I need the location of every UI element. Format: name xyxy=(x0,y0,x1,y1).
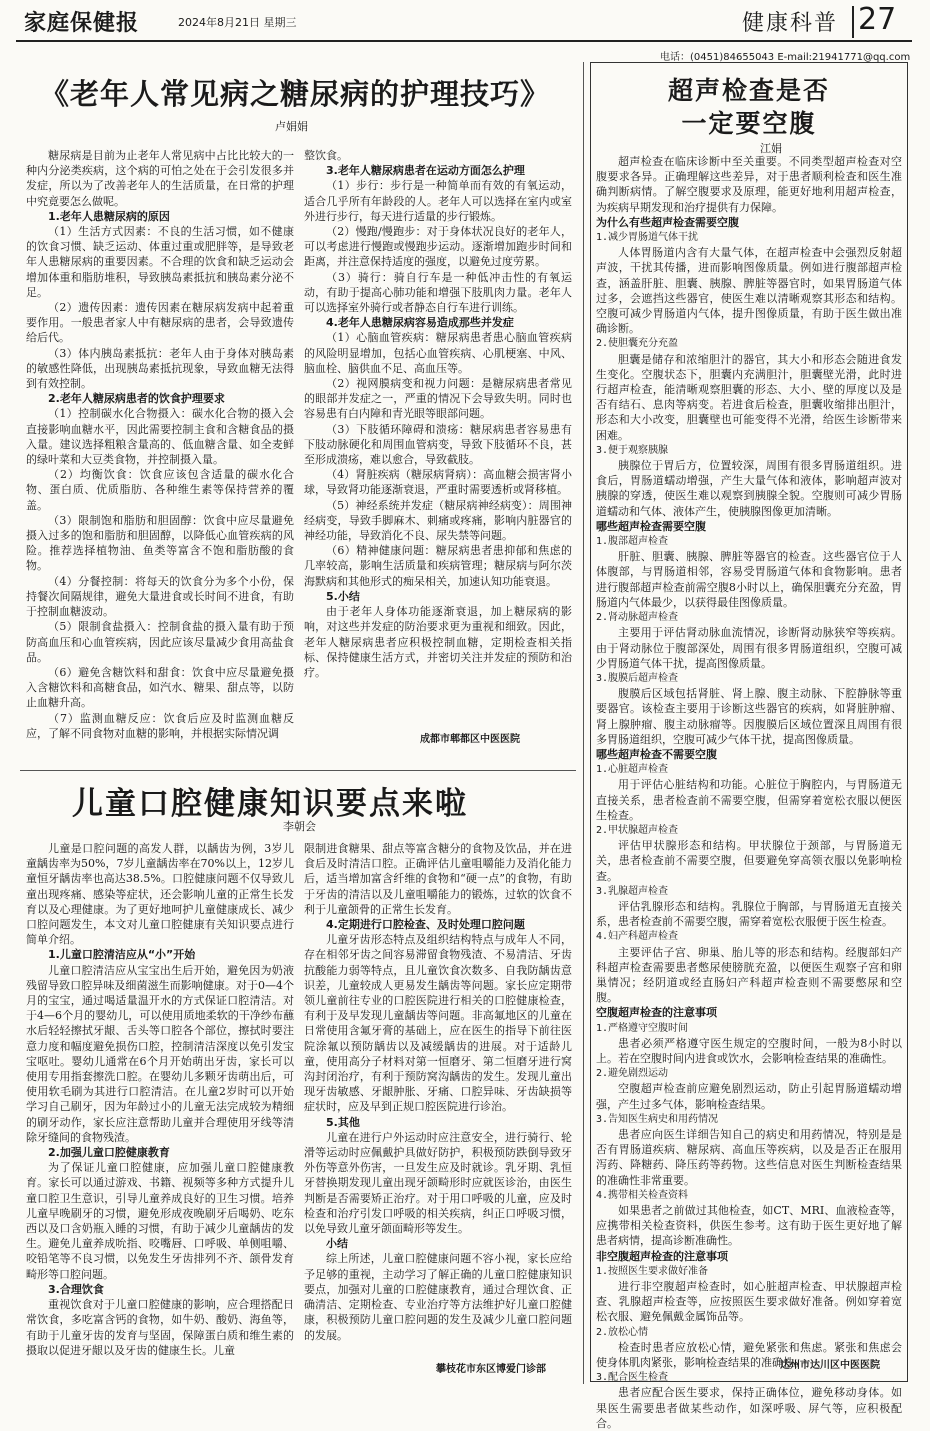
paragraph: 儿童口腔清洁应从宝宝出生后开始，避免因为奶液残留导致口腔异味及细菌滋生而影响健康。对于0—4个月的宝宝，通过喝适量温开水的方式保证口腔清洁。对于4—6个月的婴幼儿，可以使用质地柔软的干净纱布蘸水后轻轻擦拭牙龈、舌头等口腔各个部位，擦拭时要注意力度和幅度避免损伤口腔，控制清洁深度以免引发宝宝呕吐。婴幼儿通常在6个月开始萌出牙齿，家长可以使用专用指套擦洗口腔。在婴幼儿多颗牙齿萌出后，可使用软毛刷为其进行口腔清洁。在儿童2岁时可以开始学习自己刷牙，因为年龄过小的儿童无法完成较为精细的刷牙动作，家长应注意帮助儿童并合理使用牙线等清除牙缝间的食物残渣。 xyxy=(26,963,294,1144)
subheading: 3.腹膜后超声检查 xyxy=(596,672,679,684)
paragraph: （1）步行：步行是一种简单而有效的有氧运动，适合几乎所有年龄段的人。老年人可以选择在室内或室外进行步行，每天进行适量的步行锻炼。 xyxy=(304,179,572,223)
subheading: 2.甲状腺超声检查 xyxy=(596,824,679,836)
masthead-divider xyxy=(852,6,854,38)
article-author: 李朝会 xyxy=(283,820,316,833)
paragraph: （7）监测血糖反应：饮食后应及时监测血糖反应，了解不同食物对血糖的影响，并根据实际情况调 xyxy=(26,711,294,740)
article-title-line: 超声检查是否 xyxy=(667,76,830,105)
paragraph: 人体胃肠道内含有大量气体，在超声检查中会强烈反射超声波，干扰其传播，进而影响图像质量。例如进行腹部超声检查，涵盖肝脏、胆囊、胰腺、脾脏等器官时，如果胃肠道气体过多，会遮挡这些器官，使医生难以清晰观察其形态和结构。空腹可减少胃肠道内气体，提升图像质量，有助于医生做出准确诊断。 xyxy=(596,246,902,336)
paragraph: （3）限制饱和脂肪和胆固醇：饮食中应尽量避免摄入过多的饱和脂肪和胆固醇，以降低心血管疾病的风险。推荐选择植物油、鱼类等富含不饱和脂肪酸的食物。 xyxy=(26,513,294,573)
section-heading: 非空腹超声检查的注意事项 xyxy=(596,1249,728,1263)
paragraph: 肝脏、胆囊、胰腺、脾脏等器官的检查。这些器官位于人体腹部，与胃肠道相邻，容易受胃肠道气体和食物影响。患者进行腹部超声检查前需空腹8小时以上，确保胆囊充分充盈，胃肠道内气体最少，以获得最佳图像质量。 xyxy=(596,550,902,609)
paragraph: 胆囊是储存和浓缩胆汁的器官，其大小和形态会随进食发生变化。空腹状态下，胆囊内充满胆汁，胆囊壁光滑，此时进行超声检查，能清晰观察胆囊的形态、大小、壁的厚度以及是否有结石、息肉等病变。若进食后检查，胆囊收缩排出胆汁，形态和大小改变，胆囊壁也可能变得不光滑，给医生诊断带来困难。 xyxy=(596,352,902,442)
paragraph: （3）体内胰岛素抵抗：老年人由于身体对胰岛素的敏感性降低，出现胰岛素抵抗现象，导致血糖无法得到有效控制。 xyxy=(26,346,294,391)
article-author: 江娟 xyxy=(760,142,782,155)
paragraph: 重视饮食对于儿童口腔健康的影响，应合理搭配日常饮食，多吃富含钙的食物，如牛奶、酸奶、海鱼等，有助于儿童牙齿的发育与坚固，保障蛋白质和维生素的摄取以促进牙龈以及牙齿的健康生长。儿童 xyxy=(26,1298,294,1357)
section-heading: 1.老年人患糖尿病的原因 xyxy=(48,209,170,223)
article-divider xyxy=(20,770,576,771)
section-heading: 4.定期进行口腔检查、及时处理口腔问题 xyxy=(326,918,525,932)
subheading: 1.减少胃肠道气体干扰 xyxy=(596,232,699,244)
paragraph: 儿童是口腔问题的高发人群，以龋齿为例，3岁儿童龋齿率为50%，7岁儿童龋齿率在70%以上，12岁儿童恒牙龋齿率也高达38.5%。口腔健康问题不仅导致儿童出现疼痛、感染等症状，还会影响儿童的正常生长发育以及心理健康。为了更好地呵护儿童健康成长、减少口腔问题发生，本文对儿童口腔健康有关知识要点进行简单介绍。 xyxy=(26,842,294,947)
section-heading: 3.老年人糖尿病患者在运动方面怎么护理 xyxy=(326,164,525,178)
paragraph: （4）分餐控制：将每天的饮食分为多个小份，保持餐次间隔规律，避免大量进食或长时间不进食，有助于控制血糖波动。 xyxy=(26,574,294,619)
paragraph: （2）均衡饮食：饮食应该包含适量的碳水化合物、蛋白质、优质脂肪、各种维生素等保持营养的覆盖。 xyxy=(26,468,294,512)
paragraph: 用于评估心脏结构和功能。心脏位于胸腔内，与胃肠道无直接关系，患者检查前不需要空腹，但需穿着宽松衣服以便医生检查。 xyxy=(596,778,902,822)
paragraph: 腹膜后区域包括肾脏、肾上腺、腹主动脉、下腔静脉等重要器官。该检查主要用于诊断这些器官的疾病，如肾脏肿瘤、肾上腺肿瘤、腹主动脉瘤等。因腹膜后区域位置深且周围有很多胃肠道组织，空腹可减少气体干扰，提高图像质量。 xyxy=(596,687,902,746)
section-heading: 哪些超声检查不需要空腹 xyxy=(596,747,717,761)
subheading: 1.腹部超声检查 xyxy=(596,536,669,548)
paragraph: 患者应向医生详细告知自己的病史和用药情况，特别是是否有胃肠道疾病、糖尿病、高血压等疾病，以及是否正在服用泻药、降糖药、降压药等药物。这些信息对医生判断检查结果的准确性非常重要。 xyxy=(596,1128,902,1187)
paragraph: 超声检查在临床诊断中至关重要。不同类型超声检查对空腹要求各异。正确理解这些差异，对于患者顺利检查和医生准确判断病情。了解空腹要求及原理，能更好地利用超声检查，为疾病早期发现和治疗提供有力保障。 xyxy=(596,155,902,214)
section-heading: 1.儿童口腔清洁应从“小”开始 xyxy=(48,948,196,962)
paragraph: 糖尿病是目前为止老年人常见病中占比比较大的一种内分泌类疾病，这个病的可怕之处在于会引发很多并发症，所以为了改善老年人的生活质量，在日常的护理中究竟要怎么做呢。 xyxy=(26,149,294,208)
section-heading: 3.合理饮食 xyxy=(48,1282,104,1296)
paragraph: （3）下肢循环障碍和溃疡：糖尿病患者容易患有下肢动脉硬化和周围血管病变，导致下肢循环不良，甚至形成溃疡，难以愈合，导致截肢。 xyxy=(304,422,572,467)
paper-name: 家庭保健报 xyxy=(24,10,140,36)
paragraph: 检查时患者应放松心情，避免紧张和焦虑。紧张和焦虑会使身体肌肉紧张，影响检查结果的准确性。 xyxy=(596,1340,902,1370)
paragraph: 空腹超声检查前应避免剧烈运动，防止引起胃肠道蠕动增强，产生过多气体，影响检查结果。 xyxy=(596,1082,902,1111)
paragraph: 评估乳腺形态和结构。乳腺位于胸部，与胃肠道无直接关系，患者检查前不需要空腹，需穿着宽松衣服便于医生检查。 xyxy=(596,899,902,929)
section-heading: 小结 xyxy=(326,1237,348,1251)
article-column xyxy=(304,148,572,712)
subheading: 3.配合医生检查 xyxy=(596,1372,669,1384)
section-name: 健康科普 xyxy=(742,11,839,36)
section-heading: 4.老年人患糖尿病容易造成那些并发症 xyxy=(326,316,514,330)
subheading: 3.告知医生病史和用药情况 xyxy=(596,1113,719,1125)
paragraph: 主要用于评估肾动脉血流情况，诊断肾动脉狭窄等疾病。由于肾动脉位于腹部深处，周围有很多胃肠道组织，空腹可减少胃肠道气体干扰，提高图像质量。 xyxy=(596,626,902,670)
paragraph: 为了保证儿童口腔健康，应加强儿童口腔健康教育。家长可以通过游戏、书籍、视频等多种方式提升儿童口腔卫生意识，引导儿童养成良好的卫生习惯。培养儿童早晚刷牙的习惯，避免形成夜晚刷牙后喝奶、吃东西以及口含奶瓶入睡的习惯，有助于减少儿童龋齿的发生。避免儿童养成吮指、咬嘴唇、口呼吸、单侧咀嚼、咬铅笔等不良习惯，以免发生牙齿排列不齐、颌骨发育畸形等口腔问题。 xyxy=(26,1161,294,1281)
paragraph: 评估甲状腺形态和结构。甲状腺位于颈部，与胃肠道无关，患者检查前不需要空腹，但要避免穿高领衣服以免影响检查。 xyxy=(596,839,902,883)
paragraph: 限制进食糖果、甜点等富含糖分的食物及饮品，并在进食后及时清洁口腔。正确评估儿童咀嚼能力及消化能力后，适当增加富含纤维的食物和“硬一点”的食物，有助于牙齿的清洁以及儿童咀嚼能力的锻炼，过软的饮食不利于儿童颌骨的正常生长发育。 xyxy=(304,842,572,916)
article-author: 卢娟娟 xyxy=(275,120,308,133)
article-title-line: 一定要空腹 xyxy=(681,109,817,138)
contact-info: 电话：(0451)84655043 E-mail:21941771@qq.com xyxy=(660,52,911,63)
paragraph: 由于老年人身体功能逐渐衰退，加上糖尿病的影响，对这些并发症的防治要求更为重视和细致。因此，老年人糖尿病患者应积极控制血糖，定期检查相关指标、保持健康生活方式，并密切关注并发症的预防和治疗。 xyxy=(304,605,572,679)
subheading: 2.避免剧烈运动 xyxy=(596,1068,669,1080)
paragraph: （3）骑行：骑自行车是一种低冲击性的有氧运动，有助于提高心肺功能和增强下肢肌肉力量。老年人可以选择室外骑行或者静态自行车进行训练。 xyxy=(304,270,572,315)
subheading: 1.严格遵守空腹时间 xyxy=(596,1022,689,1034)
paragraph: 儿童在进行户外运动时应注意安全，进行骑行、轮滑等运动时应佩戴护具做好防护，积极预防跌倒导致牙外伤等意外伤害，一旦发生应及时就诊。乳牙期、乳恒牙替换期发现儿童出现牙颌畸形时应就医诊治，由医生判断是否需要矫正治疗。对于用口呼吸的儿童，应及时检查和治疗引发口呼吸的相关疾病，纠正口呼吸习惯，以免导致儿童牙颌面畸形等发生。 xyxy=(304,1130,572,1236)
subheading: 2.放松心情 xyxy=(596,1326,649,1338)
article-source: 成都市郫都区中医医院 xyxy=(420,734,520,745)
paragraph: 胰腺位于胃后方，位置较深，周围有很多胃肠道组织。进食后，胃肠道蠕动增强，产生大量气体和液体，影响超声波对胰腺的穿透，使医生难以观察到胰腺全貌。空腹则可减少胃肠道蠕动和气体、液体产生，使胰腺图像更加清晰。 xyxy=(596,459,902,518)
article-title xyxy=(600,74,898,140)
paragraph: （2）慢跑/慢跑步：对于身体状况良好的老年人，可以考虑进行慢跑或慢跑步运动。逐渐增加跑步时间和距离，并注意保持适度的强度，以避免过度劳累。 xyxy=(304,225,572,269)
paragraph: 主要评估子宫、卵巢、胎儿等的形态和结构。经腹部妇产科超声检查需要患者憋尿使膀胱充盈，以便医生观察子宫和卵巢情况；经阴道或经直肠妇产科超声检查则不需要憋尿和空腹。 xyxy=(596,945,902,1005)
paragraph: （5）神经系统并发症（糖尿病神经病变）：周围神经病变，导致手脚麻木、刺痛或疼痛，影响内脏器官的神经功能，导致消化不良、尿失禁等问题。 xyxy=(304,498,572,543)
section-heading: 2.老年人糖尿病患者的饮食护理要求 xyxy=(48,392,225,406)
paragraph: （4）肾脏疾病（糖尿病肾病）：高血糖会损害肾小球，导致肾功能逐渐衰退，严重时需要透析或肾移植。 xyxy=(304,468,572,497)
masthead-rule xyxy=(16,40,912,42)
section-heading: 空腹超声检查的注意事项 xyxy=(596,1006,717,1020)
paragraph: （1）生活方式因素：不良的生活习惯，如不健康的饮食习惯、缺乏运动、体重过重或肥胖等，是导致老年人患糖尿病的重要因素。不合理的饮食和缺乏运动会增加体重和脂肪堆积，导致胰岛素抵抗和胰岛素分泌不足。 xyxy=(26,225,294,299)
page-number: 27 xyxy=(858,2,897,37)
paragraph: 进行非空腹超声检查时，如心脏超声检查、甲状腺超声检查、乳腺超声检查等，应按照医生要求做好准备。例如穿着宽松衣服、避免佩戴金属饰品等。 xyxy=(596,1280,902,1324)
subheading: 2.使胆囊充分充盈 xyxy=(596,338,679,350)
paragraph: （1）心脑血管疾病：糖尿病患者患心脑血管疾病的风险明显增加，包括心血管疾病、心肌梗塞、中风、脑血栓、脑供血不足、高血压等。 xyxy=(304,331,572,375)
paragraph: 如果患者之前做过其他检查，如CT、MRI、血液检查等，应携带相关检查资料，供医生参考。这有助于医生更好地了解患者病情，提高诊断准确性。 xyxy=(596,1204,902,1248)
paragraph: （1）控制碳水化合物摄入：碳水化合物的摄入会直接影响血糖水平，因此需要控制主食和含糖食品的摄入量。建议选择粗粮含量高的、低血糖含量、如全麦鲜的绿叶菜和大豆类食物，并控制摄入量。 xyxy=(26,407,294,467)
article-column xyxy=(304,841,572,1356)
paragraph: 患者应配合医生要求，保持正确体位，避免移动身体。如果医生需要患者做某些动作，如深呼吸、屏气等，应积极配合。 xyxy=(596,1386,902,1430)
section-heading: 2.加强儿童口腔健康教育 xyxy=(48,1146,170,1160)
article-title: 儿童口腔健康知识要点来啦 xyxy=(72,786,468,822)
paragraph: （2）视网膜病变和视力问题：是糖尿病患者常见的眼部并发症之一，严重的情况下会导致失明。同时也容易患有白内障和青光眼等眼部问题。 xyxy=(304,377,572,421)
section-heading: 5.其他 xyxy=(326,1115,360,1129)
paragraph: 综上所述，儿童口腔健康问题不容小视，家长应给予足够的重视，主动学习了解正确的儿童口腔健康知识要点，加强对儿童的口腔健康教育，通过合理饮食、正确清洁、定期检查、专业治疗等方法维护好儿童口腔健康，积极预防儿童口腔问题的发生及减少儿童口腔问题的发展。 xyxy=(304,1252,572,1342)
paragraph: 儿童牙齿形态特点及组织结构特点与成年人不同，存在相邻牙齿之间容易滞留食物残渣、不易清洁、牙齿抗酸能力弱等特点，且儿童饮食次数多、自我防龋齿意识差，儿童较成人更易发生龋齿等问题。家长应定期带领儿童前往专业的口腔医院进行相关的口腔健康检查，有利于及早发现儿童龋齿等问题。非高氟地区的儿童在日常使用含氟牙膏的基础上，应在医生的指导下前往医院涂氟以预防龋齿以及减缓龋齿的进展。对于适龄儿童，使用高分子材料对第一恒磨牙、第二恒磨牙进行窝沟封闭治疗，有利于预防窝沟龋齿的发生。发现儿童出现牙齿敏感、牙龈肿胀、牙痛、口腔异味、牙齿缺损等症状时，应及早到正规口腔医院进行诊治。 xyxy=(304,933,572,1114)
article-column xyxy=(26,841,294,1379)
paragraph: 患者必须严格遵守医生规定的空腹时间，一般为8小时以上。若在空腹时间内进食或饮水，会影响检查结果的准确性。 xyxy=(596,1036,902,1065)
paragraph: 整饮食。 xyxy=(304,149,348,162)
section-heading: 哪些超声检查需要空腹 xyxy=(596,519,706,533)
article-column xyxy=(26,148,294,770)
subheading: 1.按照医生要求做好准备 xyxy=(596,1265,709,1277)
paragraph: （2）遗传因素：遗传因素在糖尿病发病中起着重要作用。一般患者家人中有糖尿病的患者，会导致遗传给后代。 xyxy=(26,301,294,345)
article-source: 达州市达川区中医医院 xyxy=(780,1360,880,1371)
subheading: 1.心脏超声检查 xyxy=(596,764,669,776)
subheading: 2.肾动脉超声检查 xyxy=(596,612,679,624)
subheading: 3.便于观察胰腺 xyxy=(596,444,669,456)
subheading: 3.乳腺超声检查 xyxy=(596,885,669,897)
section-heading: 为什么有些超声检查需要空腹 xyxy=(596,215,739,229)
article-source: 攀枝花市东区博爱门诊部 xyxy=(436,1364,546,1375)
column-divider xyxy=(583,62,584,1384)
paragraph: （6）精神健康问题：糖尿病患者患抑郁和焦虑的几率较高，影响生活质量和疾病管理；糖尿病与阿尔茨海默病和其他形式的痴呆相关，加速认知功能衰退。 xyxy=(304,544,572,588)
paragraph: （5）限制食盐摄入：控制食盐的摄入量有助于预防高血压和心血管疾病，因此应该尽量减少食用高盐食品。 xyxy=(26,620,294,664)
subheading: 4.携带相关检查资料 xyxy=(596,1189,689,1201)
paragraph: （6）避免含糖饮料和甜食：饮食中应尽量避免摄入含糖饮料和高糖食品，如汽水、糖果、甜点等，以防止血糖升高。 xyxy=(26,665,294,710)
subheading: 4.妇产科超声检查 xyxy=(596,931,679,943)
issue-date: 2024年8月21日 星期三 xyxy=(178,16,297,29)
article-title: 《老年人常见病之糖尿病的护理技巧》 xyxy=(40,77,551,111)
section-heading: 5.小结 xyxy=(326,589,360,603)
